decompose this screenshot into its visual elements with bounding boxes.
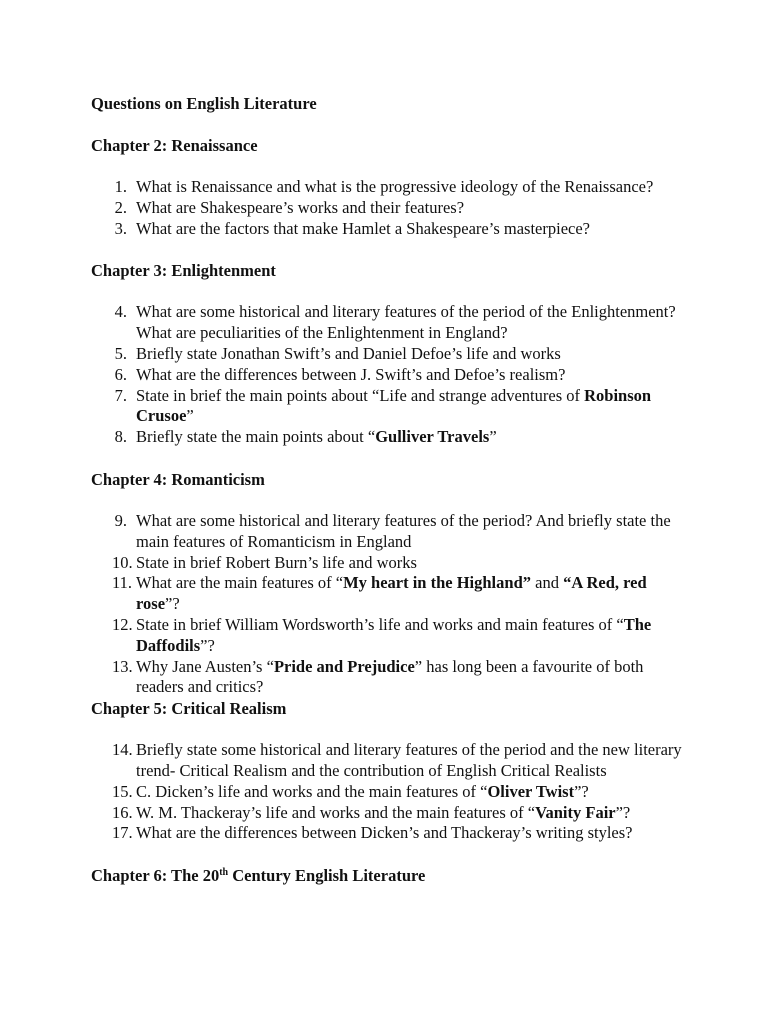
question-text: ” has long been a favourite of both readers and critics? bbox=[136, 656, 644, 697]
question-text: ”? bbox=[200, 635, 215, 655]
question-text: What are some historical and literary features of the period of the Enlightenment? What are peculiarities of the Enlightenment in England? bbox=[136, 302, 676, 343]
question-text: ” bbox=[489, 427, 497, 447]
question-text: What are the differences between Dicken’s and Thackeray’s writing styles? bbox=[136, 823, 633, 843]
question-list bbox=[91, 302, 691, 448]
question-number: 3. bbox=[114, 218, 127, 238]
question-title-bold: Oliver Twist bbox=[487, 781, 575, 801]
question-number: 5. bbox=[114, 343, 127, 363]
chapter-heading-prefix: Chapter 6: The 20 bbox=[91, 866, 220, 886]
question-text: Why Jane Austen’s “ bbox=[136, 656, 274, 676]
question-text: Briefly state the main points about “ bbox=[136, 427, 376, 447]
question-number: 13. bbox=[112, 656, 133, 676]
question-number: 15. bbox=[112, 781, 133, 801]
question-number: 1. bbox=[114, 177, 127, 196]
question-text: What are some historical and literary features of the period? And briefly state the main features of Romanticism in England bbox=[136, 510, 671, 551]
question-number: 17. bbox=[112, 823, 133, 843]
question-number: 10. bbox=[112, 552, 133, 572]
document-page bbox=[91, 93, 691, 886]
question-item bbox=[91, 365, 691, 386]
question-text: What are the factors that make Hamlet a Shakespeare’s masterpiece? bbox=[136, 218, 590, 238]
question-text: Briefly state some historical and literary features of the period and the new literary trend- Critical Realism and the contribution of English Critical Realists bbox=[136, 740, 682, 780]
question-text: State in brief William Wordsworth’s life and works and main features of “ bbox=[136, 614, 624, 634]
question-text: What are the main features of “ bbox=[136, 573, 344, 593]
question-item bbox=[91, 511, 691, 553]
question-text: ”? bbox=[165, 594, 180, 614]
question-title-bold: The Daffodils bbox=[136, 614, 652, 655]
question-item bbox=[91, 219, 691, 240]
question-text: ” bbox=[186, 406, 194, 426]
question-item bbox=[91, 740, 691, 782]
question-title-bold: Gulliver Travels bbox=[375, 427, 490, 447]
question-text: Briefly state Jonathan Swift’s and Daniel Defoe’s life and works bbox=[136, 343, 561, 363]
question-number: 9. bbox=[114, 510, 127, 530]
question-list bbox=[91, 740, 691, 844]
chapter-heading: Chapter 4: Romanticism bbox=[91, 469, 265, 489]
chapter-heading bbox=[91, 865, 691, 886]
question-item bbox=[91, 615, 691, 657]
document-title: Questions on English Literature bbox=[91, 94, 317, 113]
question-item bbox=[91, 177, 691, 198]
question-item bbox=[91, 198, 691, 219]
chapter-heading: Chapter 2: Renaissance bbox=[91, 136, 258, 155]
question-item bbox=[91, 782, 691, 803]
question-number: 8. bbox=[114, 427, 127, 447]
chapter-heading-superscript: th bbox=[219, 867, 229, 879]
question-item bbox=[91, 427, 691, 448]
question-text: ”? bbox=[574, 781, 589, 801]
question-number: 16. bbox=[112, 802, 133, 822]
question-text: and bbox=[531, 573, 564, 593]
chapter-heading-suffix: Century English Literature bbox=[228, 866, 426, 886]
question-number: 11. bbox=[112, 573, 133, 593]
question-text: What is Renaissance and what is the progressive ideology of the Renaissance? bbox=[136, 177, 654, 196]
question-item bbox=[91, 302, 691, 344]
question-title-bold: “A Red, red rose bbox=[136, 573, 647, 614]
question-title-bold: Pride and Prejudice bbox=[273, 656, 415, 676]
question-text: State in brief Robert Burn’s life and works bbox=[136, 552, 417, 572]
chapters-container bbox=[91, 135, 691, 844]
question-text: C. Dicken’s life and works and the main features of “ bbox=[136, 781, 488, 801]
chapter-heading: Chapter 3: Enlightenment bbox=[91, 261, 276, 281]
question-number: 6. bbox=[114, 364, 127, 384]
question-title-bold: Vanity Fair bbox=[535, 802, 616, 822]
question-number: 14. bbox=[112, 740, 133, 760]
question-item bbox=[91, 803, 691, 824]
question-item bbox=[91, 573, 691, 615]
question-number: 7. bbox=[114, 385, 127, 405]
chapter-heading: Chapter 5: Critical Realism bbox=[91, 699, 287, 719]
question-item bbox=[91, 553, 691, 574]
question-text: W. M. Thackeray’s life and works and the main features of “ bbox=[136, 802, 536, 822]
question-item bbox=[91, 386, 691, 428]
question-number: 12. bbox=[112, 614, 133, 634]
question-number: 2. bbox=[114, 197, 127, 217]
question-item bbox=[91, 344, 691, 365]
question-list bbox=[91, 177, 691, 239]
question-text: State in brief the main points about “Life and strange adventures of bbox=[136, 385, 585, 405]
question-text: What are Shakespeare’s works and their features? bbox=[136, 197, 465, 217]
question-item bbox=[91, 823, 691, 844]
question-number: 4. bbox=[114, 302, 127, 322]
question-list bbox=[91, 511, 691, 698]
question-title-bold: Robinson Crusoe bbox=[136, 385, 652, 426]
question-item bbox=[91, 657, 691, 699]
question-text: What are the differences between J. Swift’s and Defoe’s realism? bbox=[136, 364, 566, 384]
question-text: ”? bbox=[615, 802, 631, 822]
question-title-bold: My heart in the Highland” bbox=[343, 573, 531, 593]
